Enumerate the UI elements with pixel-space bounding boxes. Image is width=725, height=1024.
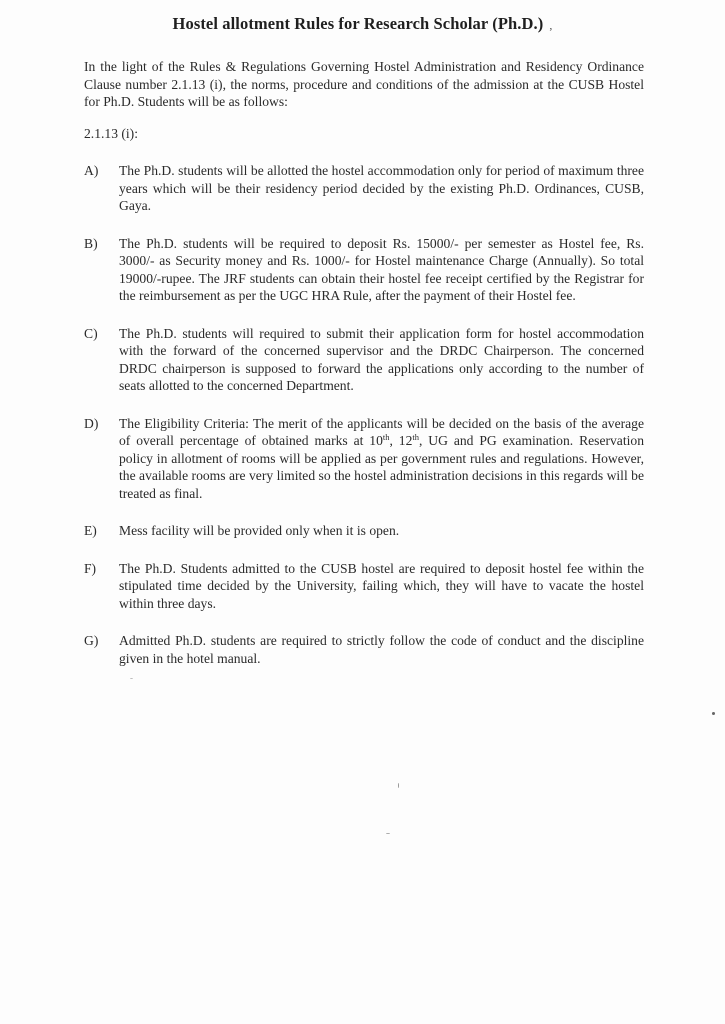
rule-text-part: , 12 <box>389 433 413 448</box>
rule-text: The Ph.D. students will required to submit their application form for hostel accommodation with the forward of the concerned supervisor and the DRDC Chairperson. The concerned DRDC chairperson is supposed to forward the applications only according to the number of seats allotted to the concerned Department. <box>119 325 644 393</box>
rule-text: The Ph.D. students will be required to deposit Rs. 15000/- per semester as Hostel fee, Rs. 3000/- as Security money and Rs. 1000/- for Hostel maintenance Charge (Annually). So total 19000/-rupee. The JRF students can obtain their hostel fee receipt certified by the Registrar for the reimbursement as per the UGC HRA Rule, after the payment of their Hostel fee. <box>119 235 644 303</box>
rule-e <box>84 522 644 540</box>
ordinal-suffix: th <box>382 432 390 442</box>
scan-speck <box>712 712 715 715</box>
rule-d <box>84 415 644 503</box>
rules-list <box>84 162 644 687</box>
title-mark: , <box>549 18 553 32</box>
rule-f <box>84 560 644 613</box>
rule-text: Admitted Ph.D. students are required to strictly follow the code of conduct and the discipline given in the hotel manual. <box>119 633 644 666</box>
rule-letter: A) <box>84 163 99 178</box>
scan-speck <box>398 783 399 788</box>
rule-letter: E) <box>84 523 97 538</box>
rule-text-part: The Eligibility Criteria: The merit of the applicants will be decided on the basis of the average of overall percentage of obtained marks at 10 <box>119 415 644 448</box>
rule-text: Mess facility will be provided only when it is open. <box>119 523 400 538</box>
rule-letter: F) <box>84 560 97 576</box>
rule-g <box>84 632 644 667</box>
rule-letter: C) <box>84 325 98 341</box>
rule-c <box>84 325 644 395</box>
rule-letter: B) <box>84 235 98 251</box>
rule-letter: G) <box>84 633 99 648</box>
ordinal-suffix: th <box>412 432 420 442</box>
intro-paragraph: In the light of the Rules & Regulations Governing Hostel Administration and Residency Ordinance Clause number 2.1.13 (i), the norms, procedure and conditions of the admission at the CUSB Hostel for Ph.D. Students will be as follows: <box>84 59 644 109</box>
scan-speck <box>386 833 390 834</box>
document-title <box>0 14 725 34</box>
rule-text-part: , UG and PG examination. Reservation policy in allotment of rooms will be applied as per government rules and regulations. However, the available rooms are very limited so the hostel administration decisions in this regards will be treated as final. <box>119 433 644 501</box>
scan-speck <box>130 678 133 679</box>
rule-a <box>84 162 644 215</box>
rule-text: The Ph.D. students will be allotted the hostel accommodation only for period of maximum three years which will be their residency period decided by the existing Ph.D. Ordinances, CUSB, Gaya. <box>119 163 644 213</box>
rule-text <box>119 415 644 503</box>
rule-text: The Ph.D. Students admitted to the CUSB hostel are required to deposit hostel fee within the stipulated time decided by the University, failing which, they will have to vacate the hostel within three days. <box>119 560 644 611</box>
clause-reference: 2.1.13 (i): <box>84 126 138 141</box>
rule-b <box>84 235 644 305</box>
rule-letter: D) <box>84 415 99 431</box>
document-title-text: Hostel allotment Rules for Research Scholar (Ph.D.) <box>172 14 544 33</box>
